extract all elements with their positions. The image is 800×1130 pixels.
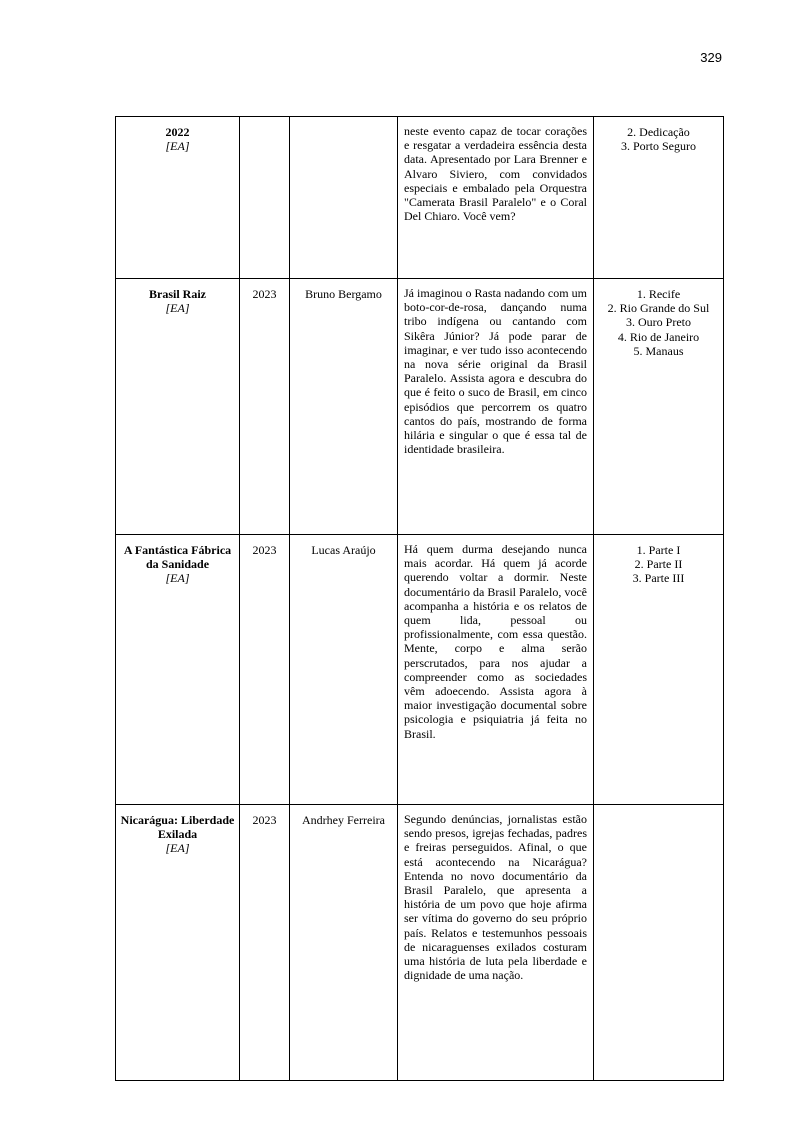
production-tag: [EA] (165, 841, 190, 856)
title-cell (116, 117, 240, 279)
director-cell: Bruno Bergamo (290, 279, 398, 535)
episode-item: 2. Rio Grande do Sul (607, 301, 710, 316)
year-cell: 2023 (240, 805, 290, 1081)
page-number: 329 (700, 50, 722, 65)
table-row (116, 805, 724, 1081)
episode-item: 3. Porto Seguro (621, 139, 696, 154)
director-cell (290, 117, 398, 279)
title-cell (116, 535, 240, 805)
episode-item: 4. Rio de Janeiro (617, 329, 700, 344)
production-tag: [EA] (165, 571, 190, 586)
episodes-cell (594, 117, 724, 279)
episodes-cell (594, 279, 724, 535)
table-row (116, 535, 724, 805)
production-title: A Fantástica Fábrica da Sanidade (123, 543, 232, 572)
year-cell: 2023 (240, 535, 290, 805)
catalog-table (115, 116, 724, 1081)
synopsis-cell: neste evento capaz de tocar corações e resgatar a verdadeira essência desta data. Apresentado por Lara Brenner e Alvaro Siviero, com convidados especiais e embalado pela Orquestra "Camerata Brasil Paralelo" e o Coral Del Chiaro. Você vem? (398, 117, 594, 279)
episode-item: 2. Parte II (634, 557, 683, 572)
director-cell: Andrhey Ferreira (290, 805, 398, 1081)
production-title: 2022 (165, 125, 190, 139)
episode-item: 1. Recife (636, 287, 681, 301)
episode-item: 5. Manaus (633, 343, 684, 358)
episode-item: 2. Dedicação (627, 125, 690, 139)
episode-item: 1. Parte I (636, 543, 681, 557)
synopsis-cell: Segundo denúncias, jornalistas estão sendo presos, igrejas fechadas, padres e freiras perseguidos. Afinal, o que está acontecendo na Nicarágua? Entenda no novo documentário da Brasil Paralelo, que apresenta a história de um povo que hoje afirma ser vítima do governo do seu próprio país. Relatos e testemunhos pessoais de nicaraguenses exilados costuram uma história de luta pela liberdade e dignidade de uma nação. (398, 805, 594, 1081)
director-cell: Lucas Araújo (290, 535, 398, 805)
production-title: Brasil Raiz (149, 287, 206, 301)
year-cell (240, 117, 290, 279)
title-cell (116, 805, 240, 1081)
synopsis-cell: Já imaginou o Rasta nadando com um boto-cor-de-rosa, dançando numa tribo indígena ou cantando com Sikêra Júnior? Já pode parar de imaginar, e ver tudo isso acontecendo na nova série original da Brasil Paralelo. Assista agora e descubra do que é feito o suco de Brasil, em cinco episódios que percorrem os quatro cantos do país, mostrando de forma hilária e singular o que é essa tal de identidade brasileira. (398, 279, 594, 535)
episode-item: 3. Ouro Preto (626, 315, 691, 330)
year-cell: 2023 (240, 279, 290, 535)
production-title: Nicarágua: Liberdade Exilada (120, 813, 235, 842)
table-row (116, 117, 724, 279)
episodes-cell (594, 805, 724, 1081)
episode-item: 3. Parte III (632, 571, 685, 586)
table-row (116, 279, 724, 535)
production-tag: [EA] (165, 139, 190, 154)
production-tag: [EA] (165, 301, 190, 316)
synopsis-cell: Há quem durma desejando nunca mais acordar. Há quem já acorde querendo voltar a dormir. Neste documentário da Brasil Paralelo, você acompanha a história e os relatos de quem lida, pessoal ou profissionalmente, com essa questão. Mente, corpo e alma serão perscrutados, para nos ajudar a compreender como as sociedades vêm adoecendo. Assista agora à maior investigação documental sobre psicologia e psiquiatria já feita no Brasil. (398, 535, 594, 805)
episodes-cell (594, 535, 724, 805)
title-cell (116, 279, 240, 535)
